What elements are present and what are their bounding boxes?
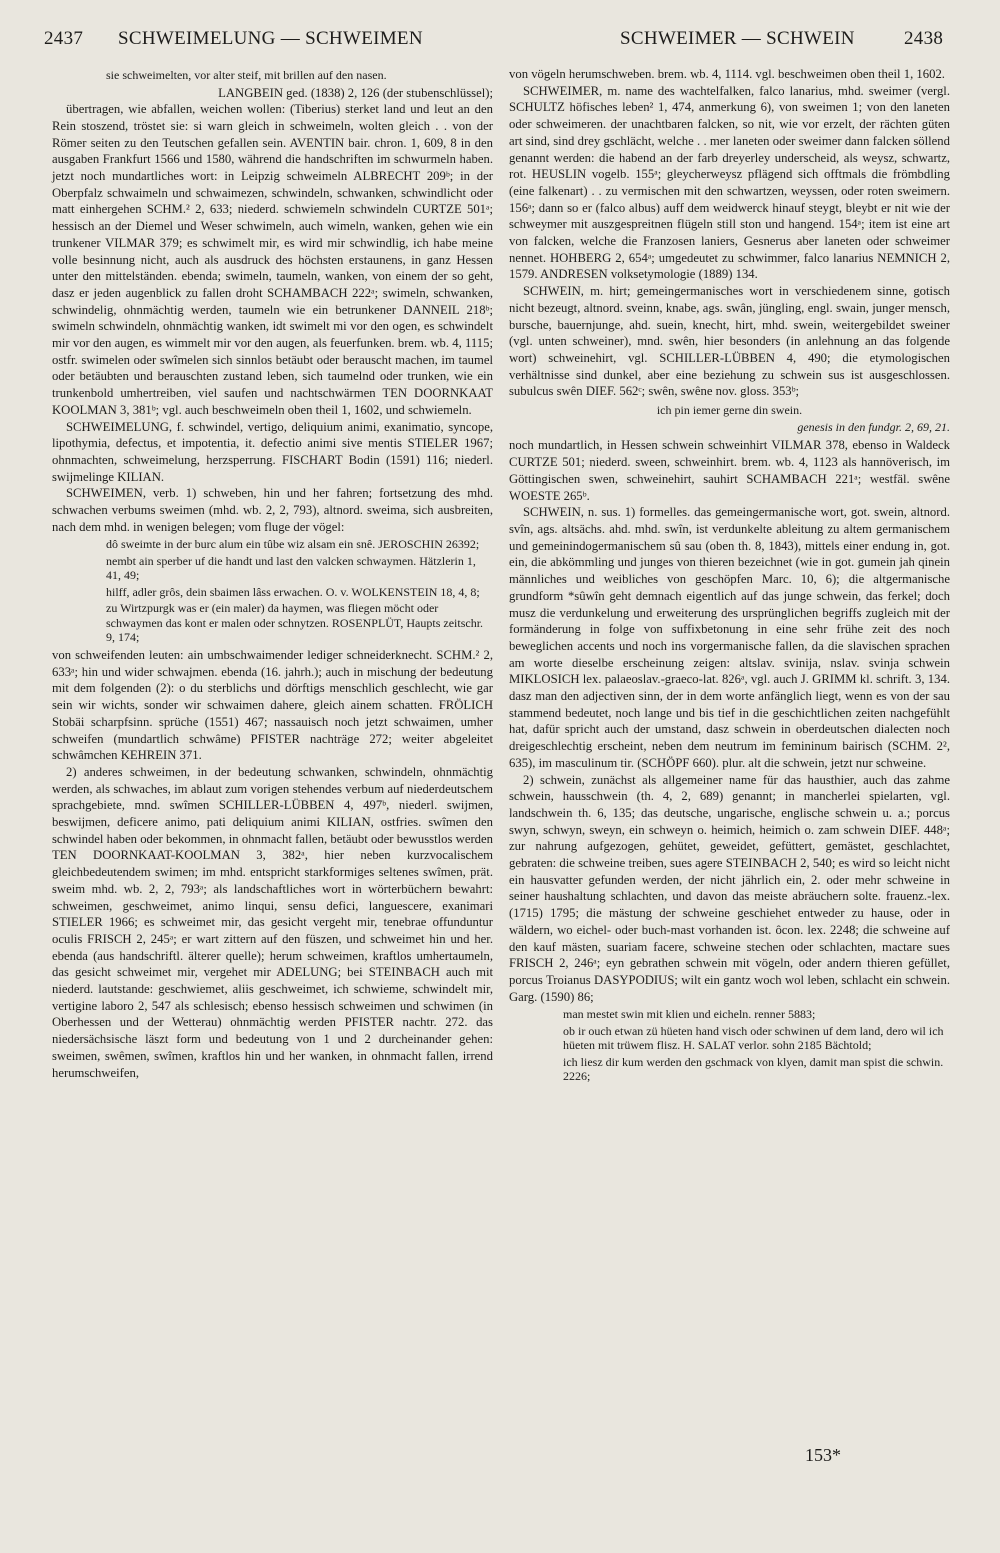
- entry-schwein-n: SCHWEIN, n. sus. 1) formelles. das gemeingermanische wort, got. swein, altnord. svîn, ags. altsächs. ahd. mhd. swîn, ist verdunkelte ableitung zu altem germanischem und gemeinindogermanischem sû sau (oben th. 8, 1843), mittels einer endung in, got. ein, die abkömmling und junges von thieren bezeichnet (wie in got. gumein jah qinein männliches und weibliches von geschöpfen Marc. 10, 6); die altgermanische grundform *sûwîn geht demnach eigentlich auf das junge schwein, das ferkel; doch musz die verdunkelung und erweiterung des ursprünglichen begriffs zugleich mit der formänderung in folge von suffixbetonung in eine sehr frühe zeit des noch beweglichen accents und noch ins vorgermanische fallen, da die slavischen sprachen am worte dieselbe erscheinung zeigen: altslav. svinija, nslav. svinja schwein MIKLOSICH lex. palaeoslav.-graeco-lat. 826ᵃ, vgl. auch J. GRIMM kl. schrift. 3, 134. dasz man den adjectiven sinn, der in dem worte anfänglich liegt, wenn es von der sau stammend bedeutet, noch lange und bis tief in die geschichtlichen zeiten nachgefühlt hat, dafür spricht auch der umstand, dasz schwein in oberdeutschen dialecten noch dreigeschlechtig erscheint, neben dem neutrum im femininum bairisch (SCHM. 2², 635), im masculinum tir. (SCHÖPF 660). plur. alt die schwein, jetzt nur schweine.: [509, 505, 950, 770]
- left-page-number: 2437: [44, 28, 84, 49]
- signature-mark: 153*: [805, 1445, 841, 1465]
- quote-source: genesis in den fundgr. 2, 69, 21.: [797, 419, 950, 434]
- page-header: [0, 28, 1000, 58]
- quote-block: man mestet swin mit klien und eicheln. renner 5883;: [563, 1007, 816, 1022]
- quote-line: ich pin iemer gerne din swein.: [656, 403, 803, 418]
- left-running-title: SCHWEIMELUNG — SCHWEIMEN: [118, 28, 423, 49]
- entry-schweimelung: SCHWEIMELUNG, f. schwindel, vertigo, deliquium animi, exanimatio, syncope, lipothymia, defectus, et impotentia, it. defectio animi sive mentis STIELER 1967; ohnmachten, schweimelung, herzsperrung. FISCHART Bodin (1591) 116; niederl. swijmelinge KILIAN.: [52, 419, 493, 484]
- entry-schweimer: SCHWEIMER, m. name des wachtelfalken, falco lanarius, mhd. sweimer (vergl. SCHULTZ höfisches leben² 1, 474, anmerkung 6), von sweimen 1; von den laneten oder schweimeren. der unachtbaren falcken, so nit, wie vor erzelt, der rächten güten art sind, sind drey gschlächt, welche . . mer laneten oder sweimer dann falcken söllend genannt werden: die habend an der farb dreyerley underscheid, als weysz, schwartz, rot. HEUSLIN vogelb. 155ᵃ; gleycherweysz pflägend sich offtmals die frömbdling (eine falkenart) . . zu vermischen mit den schwartzen, weyssen, oder roten sweimern. 156ᵃ; dann so er (falco albus) auff dem weidwerck hinauf steygt, bleybt er nit wie der schweymer mit auszgespreitnen flügeln still ston und hangend. 154ᵃ; item ist eine art von falcken, welche die Franzosen laniers, Gesnerus aber laneten oder schweimer nennet. HOHBERG 2, 654ᵃ; umgedeutet zu schwimmer, falco lanarius NEMNICH 2, 1579. ANDRESEN volksetymologie (1889) 134.: [509, 83, 950, 282]
- entry-text: 2) anderes schweimen, in der bedeutung schwanken, schwindeln, ohnmächtig werden, als schwaches, im ablaut zum vorigen stehendes verbum auf niederdeutschem sprachgebiete, mnd. swîmen SCHILLER-LÜBBEN 4, 497ᵇ, niederl. swijmen, beswijmen, deficere animo, pati deliquium animi KILIAN, ostfries. swîmen den schwindel haben oder bekommen, in ohnmacht fallen, betäubt oder bewusstlos werden TEN DOORNKAAT-KOOLMAN 3, 382ᵃ, hier neben kurzvocalischem gleichbedeutendem swimen; im mhd. entspricht starkformiges seltenes swîmen, prät. sweim mhd. wb. 2, 2, 793ᵃ; als landschaftliches wort in wörterbüchern bewahrt: schweimen, geschweimet, animo linqui, sensu defici, languescere, exanimari STIELER 1966; es schweimet mir, das gesicht vergeht mir, tenebrae offunduntur oculis FRISCH 2, 245ᵃ; er wart zittern auf den füszen, und schweimet hin und her. ebenda (aus handschriftl. älterer quelle); herum schweimen, kraftlos umhertaumeln, das gesicht schweimet mir, vergehet mir ADELUNG; bei STEINBACH auch mit niederd. lautstande: geschwiemet, aliis geschweimet, ich schwieme, schwindelt mir, vertigine laboro 2, 547 als schlesisch; ebenso hessisch schweimen und schwimen (in Oberhessen und der Wetterau) ohnmächtig werden PFISTER nachtr. 272. das niedersächsische läszt form und bedeutung von 1 und 2 durcheinander gehen: sweimen, swêmen, swîmen, kraftlos hin und her wanken, in ohnmacht fallen, irrend herumschweifen,: [52, 764, 493, 1080]
- right-column: [509, 66, 950, 1086]
- quote-block: nembt ain sperber uf die handt und last den valcken schwaymen. Hätzlerin 1, 41, 49;: [106, 553, 476, 583]
- quote-block: sie schweimelten, vor alter steif, mit brillen auf den nasen.: [106, 68, 387, 82]
- entry-text: von schweifenden leuten: ain umbschwaimender lediger schneiderknecht. SCHM.² 2, 633ᵃ; hin und wider schwajmen. ebenda (16. jahrh.); auch in mischung der bedeutung mit dem folgenden (2): o du sterblichs und dörftigs menschlich geschlecht, wie gar sein wir wichts, sonder wir schwaimen dahere, gleich ainem schatten. FRÖLICH Stobäi scharpfsinn. sprüche (1551) 467; nassauisch noch jetzt schwaimen, umher schweifen (mundartlich schwâme) PFISTER nachträge 272; weiter abgeleitet schwâmchen KEHREIN 371.: [52, 647, 493, 763]
- entry-text: übertragen, wie abfallen, weichen wollen: (Tiberius) sterket land und leut an den Rein stoszend, tröstet sie: si warn gleich in schweimeln, wolten gleich . . von der Römer seiten zu den Teutschen gefallen sein. AVENTIN bair. chron. 1, 609, 8 in den ausgaben Frankfurt 1566 und 1580, während die handschriften im schwurmeln haben. jetzt noch mundartliches wort: in Leipzig schweimeln ALBRECHT 209ᵇ; in der Oberpfalz schwaimeln und schwaimezen, schwindeln, schwanken, schwindlicht oder matt einhergehen SCHM.² 2, 633; niederd. schwiemeln schwindeln CURTZE 501ᵃ; hessisch an der Diemel und Weser schwimeln, auch wimeln, wanken, gehen wie ein trunkener VILMAR 379; es schwimelt mir, es wird mir schwindlig, ich habe meine volle besinnung nicht, auch als ausdruck des höchsten erstaunens, in ganz Hessen unter den mittelständen. ebenda; swimeln, taumeln, wanken, von einem der so geht, dasz er jeden augenblick zu fallen droht SCHAMBACH 222ᵃ; swimeln, schwanken, schwindelig, ohnmächtig werden, taumeln wie ein betrunkener DANNEIL 218ᵇ; swimeln schwindeln, ohnmächtig wanken, idt swimelt mi vor den ogen, es schwindelt mir vor den augen, es wimmelt mir vor den augen, als feuerfunken. brem. wb. 4, 1115; ostfr. swimelen oder swîmelen sich sinnlos betäubt oder berauscht machen, im taumel oder betäubten und berauschten zustand leben, sich taumelnd oder trunken, wie ein trunkenbold umhertreiben, viel saufen und nachtschwärmen TEN DOORNKAAT KOOLMAN 3, 381ᵇ; vgl. auch beschweimeln oben theil 1, 1602, und schwiemeln.: [52, 102, 493, 417]
- quote-block: dô sweimte in der burc alum ein tûbe wiz alsam ein snê. JEROSCHIN 26392;: [106, 537, 480, 552]
- quote-block: ob ir ouch etwan zü hüeten hand visch oder schwinen uf dem land, dero wil ich hüeten mit trüwem flisz. H. SALAT verlor. sohn 2185 Bächtold;: [563, 1023, 944, 1053]
- right-running-title: SCHWEIMER — SCHWEIN: [620, 28, 855, 49]
- entry-schweimen: SCHWEIMEN, verb. 1) schweben, hin und her fahren; fortsetzung des mhd. schwachen verbums sweimen (mhd. wb. 2, 2, 793), altnord. sweima, sich ausbreiten, nach dem mhd. in wenigen belegen; vom fluge der vögel:: [52, 486, 493, 534]
- entry-text: von vögeln herumschweben. brem. wb. 4, 1114. vgl. beschweimen oben theil 1, 1602.: [509, 67, 945, 81]
- quote-block: zu Wirtzpurgk was er (ein maler) da haymen, was fliegen möcht oder schwaymen das kont er malen oder schnytzen. ROSENPLÜT, Haupts zeitschr. 9, 174;: [106, 601, 484, 645]
- citation: LANGBEIN ged. (1838) 2, 126 (der stubenschlüssel);: [218, 85, 493, 100]
- entry-schwein-m: SCHWEIN, m. hirt; gemeingermanisches wort in verschiedenem sinne, gotisch nicht bezeugt, altnord. sveinn, knabe, ags. swân, jüngling, engl. swain, junger mensch, bursche, bauernjunge, ahd. suein, knecht, hirt, mhd. swein, weitergebildet sweiner (vgl. unten schweiner), mnd. swên, hier besonders (in anlehnung an das folgende wort) schweinehirt, vgl. SCHILLER-LÜBBEN 4, 490; die etymologischen verhältnisse sind dunkel, aber eine beziehung zu schwein sus ist ausgeschlossen. subulcus swên DIEF. 562ᶜ; swên, swêne nov. gloss. 353ᵇ;: [509, 284, 950, 399]
- quote-block: ich liesz dir kum werden den gschmack von klyen, damit man spist die schwin. 2226;: [563, 1054, 944, 1084]
- quote-block: hilff, adler grôs, dein sbaimen lâss erwachen. O. v. WOLKENSTEIN 18, 4, 8;: [106, 584, 480, 599]
- entry-text: noch mundartlich, in Hessen schwein schweinhirt VILMAR 378, ebenso in Waldeck CURTZE 501; niederd. sween, schweinhirt. brem. wb. 4, 1123 als hannöverisch, im Göttingischen swen, schweinehirt, sauhirt SCHAMBACH 221ᵃ; westfäl. swêne WOESTE 265ᵇ.: [509, 438, 950, 503]
- quote-block: [509, 402, 950, 435]
- left-column: [52, 66, 493, 1081]
- entry-text: 2) schwein, zunächst als allgemeiner name für das hausthier, auch das zahme schwein, hausschwein (th. 4, 2, 689) genannt; in mancherlei spielarten, vgl. landschwein th. 6, 135; das deutsche, ungarische, englische schwein u. a.; porcus swyn, schwyn, sweyn, ein schweyn o. heimich, heimich o. zam schwein DIEF. 448ᵃ; zur nahrung aufgezogen, gehütet, geweidet, gefüttert, gemästet, geschlachtet, gebraten: die schweine treiben, sues agere STEINBACH 2, 540; es wird so leicht nicht ein hausvatter gefunden werden, der nicht jährlich ein, 2. oder mehr schweine in seiner haushaltung schlachten, und davon das meiste abräuchern solte. frauenz.-lex. (1715) 1795; die mästung der schweine geschiehet entweder zu hause, oder in wäldern, wo eichel- oder buch-mast vorhanden ist. ôcon. lex. 2248; die schweine auf den kauf mästen, suariam facere, schweine stechen oder schlachten, mactare sues FRISCH 2, 246ᵃ; eyn gebrathen schwein mit vögeln, oder andern thieren gefüllet, porcus Troianus DASYPODIUS; wilt ein gantz woch wol leben, schlacht ein schwein. Garg. (1590) 86;: [509, 772, 950, 1004]
- right-page-number: 2438: [904, 28, 944, 49]
